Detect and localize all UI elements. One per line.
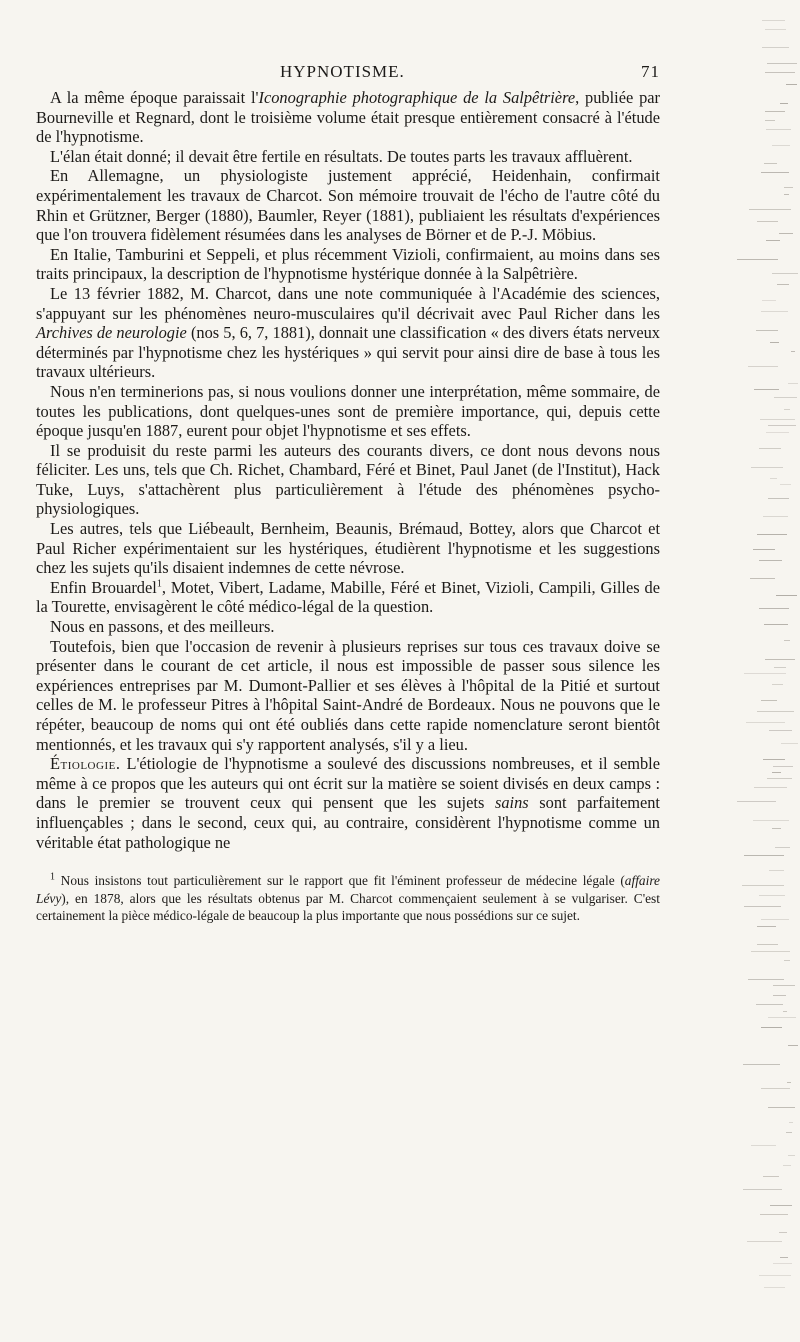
edge-mark [777,284,789,285]
edge-mark [750,578,775,579]
paragraph-5 [36,284,660,382]
edge-mark [772,828,781,829]
page-number: 71 [641,62,660,81]
italic-case-name: affaire Lévy [36,873,660,906]
document-page [36,58,660,924]
edge-mark [765,120,775,121]
edge-mark [759,448,781,449]
edge-mark [757,711,794,712]
edge-mark [742,885,784,886]
edge-mark [772,772,781,773]
edge-mark [773,1263,792,1264]
edge-mark [768,498,789,499]
edge-mark [775,847,790,848]
edge-mark [751,951,790,952]
paragraph-7: Il se produisit du reste parmi les auteurs des courants divers, ce dont nous devons nous féliciter. Les uns, tels que Ch. Richet, Chambard, Féré et Binet, Paul Janet (de l'Institut), Hack Tuke, Luys, s'attachèrent plus particulièrement à l'étude des phénomènes psycho-physiologiques. [36,440,660,519]
edge-mark [768,1107,795,1108]
edge-mark [764,624,788,625]
page-edge-bleed [650,0,800,1342]
paragraph-11: Toutefois, bien que l'occasion de revenir à plusieurs reprises sur tous ces travaux doive se présenter dans le courant de cet article, il nous est impossible de passer sous silence les expériences entreprises par M. Dumont-Pallier et ses élèves à l'hôpital de la Pitié et surtout celles de M. le professeur Pitres à l'hôpital Saint-André de Bordeaux. Nous ne pouvons que le répéter, beaucoup de noms qui ont été oubliés dans cette rapide nomenclature seront bientôt mentionnés, et les travaux qui s'y rapportent analysés, s'il y a lieu. [36,636,660,754]
paragraph-8: Les autres, tels que Liébeault, Bernheim, Beaunis, Brémaud, Bottey, alors que Charcot et Paul Richer expérimentaient sur les hystériques, étudièrent l'hypnotisme et les suggestions chez les sujets qu'ils disaient indemnes de cette névrose. [36,519,660,578]
text-run: Le 13 février 1882, M. Charcot, dans une note communiquée à l'Académie des sciences, s'appuyant sur les phénomènes neuro-musculaires qu'il décrivait avec Paul Richer dans les [36,283,660,323]
edge-mark [749,209,791,210]
italic-word: sains [494,793,529,813]
edge-mark [744,673,786,674]
edge-mark [754,389,779,390]
edge-mark [784,409,790,410]
edge-mark [766,129,791,130]
edge-mark [780,1257,788,1258]
edge-mark [784,194,789,195]
edge-mark [772,684,783,685]
edge-mark [780,484,791,485]
edge-mark [773,995,786,996]
text-run: Enfin Brouardel [50,577,157,597]
edge-mark [754,787,787,788]
paragraph-9 [36,578,660,617]
edge-mark [763,759,785,760]
italic-title: Archives de neurologie [36,323,187,343]
edge-mark [770,478,777,479]
edge-mark [744,906,781,907]
text-run: , Motet, Vibert, Ladame, Mabille, Féré et Binet, Vizioli, Campili, Gilles de la Tourette, envisagèrent le côté médico-légal de la question. [36,577,660,617]
edge-mark [759,560,782,561]
edge-mark [776,595,797,596]
edge-mark [757,944,778,945]
paragraph-3: En Allemagne, un physiologiste justement apprécié, Heidenhain, confirmait expérimentalement les travaux de Charcot. Son mémoire trouvait de l'écho de l'autre côté du Rhin et Grützner, Berger (1880), Baumler, Reyer (1881), publiaient les résultats d'expériences que l'on trouvera fidèlement résumées dans les analyses de Börner et de P.-J. Möbius. [36,166,660,245]
edge-mark [761,1088,790,1089]
paragraph-2: L'élan était donné; il devait être fertile en résultats. De toutes parts les travaux affluèrent. [50,146,633,166]
edge-mark [759,608,789,609]
text-run: sont parfaitement influençables ; dans le second, ceux qui, au contraire, considèrent l'hypnotisme comme un véritable état pathologique ne [36,793,660,852]
edge-mark [764,163,777,164]
edge-mark [761,919,789,920]
edge-mark [791,351,795,352]
running-title: HYPNOTISME. [280,62,405,81]
edge-mark [748,979,784,980]
text-run: (nos 5, 6, 7, 1881), donnait une classification « des divers états nerveux déterminés par l'hypnotisme chez les hystériques » qui servit pour ainsi dire de base à tous les travaux ultérieurs. [36,323,660,382]
paragraph-1 [36,88,660,147]
edge-mark [768,425,796,426]
edge-mark [766,432,789,433]
edge-mark [757,534,787,535]
edge-mark [773,766,793,767]
edge-mark [768,1017,796,1018]
edge-mark [763,1176,779,1177]
running-header [36,58,660,88]
text-run: A la même époque paraissait l' [50,88,259,107]
edge-mark [774,397,797,398]
edge-mark [779,233,793,234]
edge-mark [770,1205,792,1206]
edge-mark [756,330,778,331]
footnote-1 [36,872,660,924]
edge-mark [788,1155,795,1156]
edge-mark [784,640,790,641]
footnotes [36,872,660,924]
edge-mark [781,743,798,744]
edge-mark [753,549,775,550]
edge-mark [774,667,786,668]
body-text [36,88,660,852]
text-run: , publiée par Bourneville et Regnard, dont le troisième volume était presque entièrement consacré à l'étude de l'hypnotisme. [36,88,660,147]
edge-mark [757,221,778,222]
edge-mark [757,926,776,927]
edge-mark [788,1045,798,1046]
edge-mark [765,111,785,112]
section-heading: Étiologie. [50,754,121,774]
edge-mark [767,778,792,779]
edge-mark [786,84,797,85]
footnote-number: 1 [50,871,55,883]
edge-mark [743,1189,782,1190]
edge-mark [787,1082,791,1083]
italic-title: Iconographie photographique de la Salpêtrière [258,88,576,107]
edge-mark [753,820,789,821]
edge-mark [748,366,778,367]
edge-mark [789,1122,793,1123]
edge-mark [751,1145,776,1146]
edge-mark [784,187,793,188]
edge-mark [783,1011,787,1012]
edge-mark [769,870,784,871]
text-run: ), en 1878, alors que les résultats obtenus par M. Charcot commençaient seulement à se vulgariser. C'est certainement la pièce médico-légale de beaucoup la plus importante que nous possédions sur ce sujet. [36,890,660,923]
paragraph-10: Nous en passons, et des meilleurs. [50,617,275,637]
edge-mark [743,1064,780,1065]
edge-mark [770,342,779,343]
edge-mark [747,1241,782,1242]
edge-mark [784,960,790,961]
edge-mark [767,63,797,64]
edge-mark [737,801,776,802]
edge-mark [762,47,789,48]
edge-mark [783,1165,791,1166]
edge-mark [762,300,776,301]
edge-mark [760,419,795,420]
paragraph-6: Nous n'en terminerions pas, si nous voulions donner une interprétation, même sommaire, de toutes les publications, dont quelques-unes sont de première importance, qui, depuis cette époque jusqu'en 1887, eurent pour objet l'hypnotisme et ses effets. [36,381,660,441]
edge-mark [761,311,788,312]
edge-mark [761,1027,782,1028]
paragraph-12 [36,754,660,852]
edge-mark [772,273,798,274]
edge-mark [763,516,788,517]
edge-mark [760,1214,788,1215]
edge-mark [737,259,778,260]
edge-mark [766,240,780,241]
edge-mark [756,1004,783,1005]
edge-mark [765,72,795,73]
edge-mark [761,700,777,701]
edge-mark [765,659,795,660]
edge-mark [788,383,798,384]
edge-mark [780,103,788,104]
edge-mark [751,467,783,468]
edge-mark [773,985,795,986]
edge-mark [769,730,792,731]
edge-mark [764,1287,785,1288]
text-run: Nous insistons tout particulièrement sur le rapport que fit l'éminent professeur de médecine légale ( [55,873,625,889]
edge-mark [746,722,785,723]
footnote-marker: 1 [156,578,162,590]
edge-mark [765,29,786,30]
edge-mark [779,1232,787,1233]
edge-mark [762,20,785,21]
edge-mark [772,145,790,146]
edge-mark [759,895,785,896]
edge-mark [759,1275,791,1276]
edge-mark [744,855,784,856]
text-run: L'étiologie de l'hypnotisme a soulevé des discussions nombreuses, et il semble même à ce propos que les auteurs qui ont écrit sur la matière se soient divisés en deux camps : dans le premier se trouvent ceux qui pensent que les sujets [36,754,660,813]
edge-mark [786,1132,792,1133]
edge-mark [761,172,789,173]
paragraph-4: En Italie, Tamburini et Seppeli, et plus récemment Vizioli, confirmaient, au moins dans ses traits principaux, la description de l'hypnotisme hystérique donnée à la Salpêtrière. [36,244,660,284]
